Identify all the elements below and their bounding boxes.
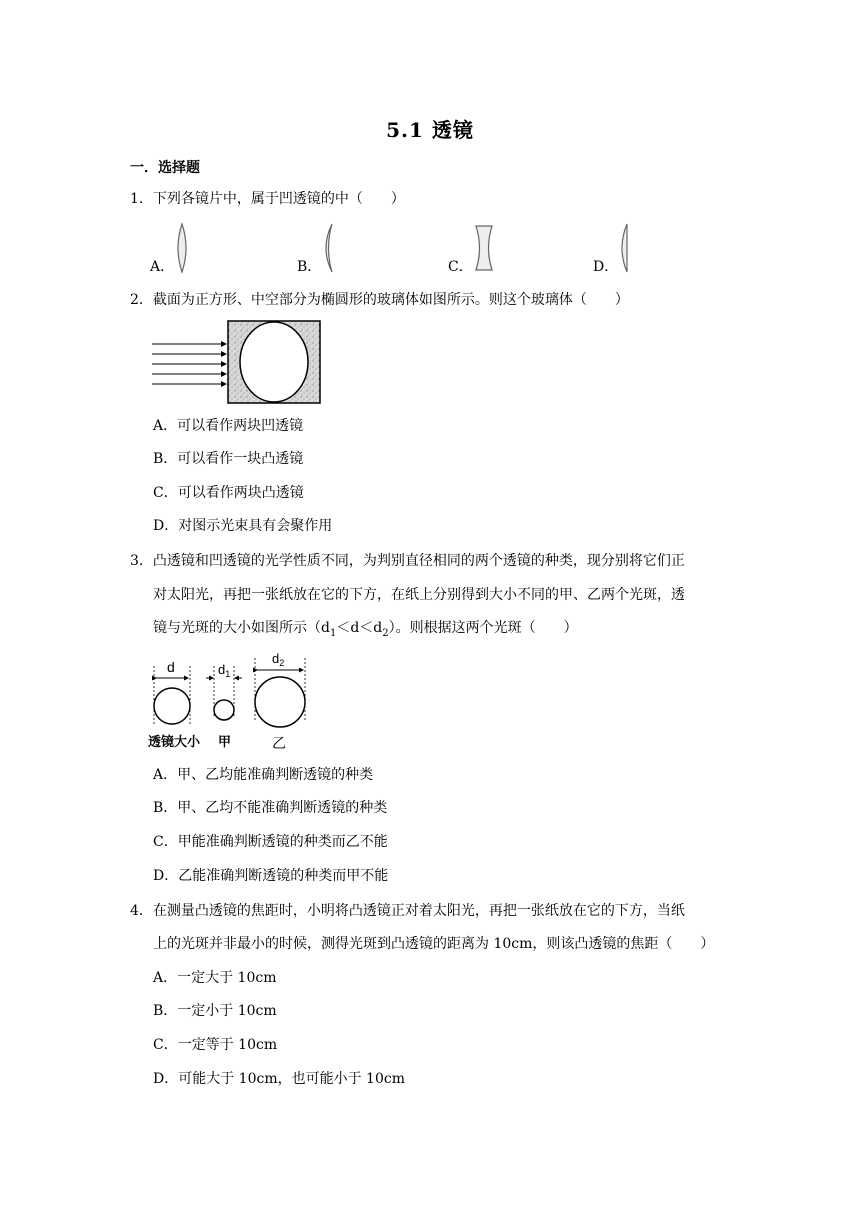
q2-option-d: D．对图示光束具有会聚作用 <box>153 518 333 534</box>
label-lens-size: 透镜大小 <box>148 734 201 749</box>
page-title: 5.1 透镜 <box>386 118 474 142</box>
q3-stem-line-3: 镜与光斑的大小如图所示$(d_1<d<d_2)$。则根据这两个光斑（ ） <box>153 620 578 639</box>
q3-option-c: C．甲能准确判断透镜的种类而乙不能 <box>153 834 388 850</box>
label-yi: 乙 <box>272 735 286 751</box>
q3-option-d: D．乙能准确判断透镜的种类而甲不能 <box>153 868 389 884</box>
q4-option-c: C．一定等于 10cm <box>153 1037 278 1053</box>
label-d1: $d_1$ <box>218 662 231 679</box>
q1-option-d-label: D． <box>593 259 619 275</box>
q4-option-a: A．一定大于 10cm <box>153 970 277 986</box>
label-jia: 甲 <box>218 734 232 749</box>
q4-option-d: D．可能大于 10cm，也可能小于 10cm <box>153 1071 405 1087</box>
spot-yi-circle <box>255 677 305 727</box>
q1-stem: 1．下列各镜片中，属于凹透镜的中（ ） <box>130 191 405 207</box>
q1-option-c-label: C． <box>448 259 473 275</box>
spot-jia-circle <box>214 700 234 720</box>
q4-stem-line-2: 上的光斑并非最小的时候，测得光斑到凸透镜的距离为 10cm，则该凸透镜的焦距（ ） <box>153 936 715 952</box>
q4-option-b: B．一定小于 10cm <box>153 1003 277 1019</box>
q1-option-a-label: A． <box>150 259 175 275</box>
q3-stem-line-1: 3．凸透镜和凹透镜的光学性质不同，为判别直径相同的两个透镜的种类，现分别将它们正 <box>130 553 685 569</box>
q1-lens-d-plano-convex-icon <box>615 222 635 274</box>
q2-option-c: C．可以看作两块凸透镜 <box>153 485 304 501</box>
q3-option-a: A．甲、乙均能准确判断透镜的种类 <box>153 767 374 783</box>
q1-option-b-label: B． <box>297 259 322 275</box>
q1-lens-b-meniscus-icon <box>318 222 340 274</box>
label-d2: $d_2$ <box>272 651 285 668</box>
section-heading: 一．选择题 <box>130 160 200 176</box>
q3-stem-line-2: 对太阳光，再把一张纸放在它的下方，在纸上分别得到大小不同的甲、乙两个光斑，透 <box>153 587 685 603</box>
q1-lens-c-biconcave-icon <box>470 224 498 272</box>
q2-stem: 2．截面为正方形、中空部分为椭圆形的玻璃体如图所示。则这个玻璃体（ ） <box>130 292 629 308</box>
q2-option-a: A．可以看作两块凹透镜 <box>153 418 304 434</box>
label-d: d <box>167 659 175 675</box>
q2-glass-block-figure <box>150 318 325 406</box>
light-rays <box>152 344 226 384</box>
q3-lens-spot-figure <box>148 650 313 752</box>
q1-lens-a-biconvex-icon <box>172 222 192 274</box>
lens-circle <box>154 688 190 724</box>
q3-option-b: B．甲、乙均不能准确判断透镜的种类 <box>153 800 388 816</box>
q2-option-b: B．可以看作一块凸透镜 <box>153 451 304 467</box>
q4-stem-line-1: 4．在测量凸透镜的焦距时，小明将凸透镜正对着太阳光，再把一张纸放在它的下方，当纸 <box>130 903 685 919</box>
